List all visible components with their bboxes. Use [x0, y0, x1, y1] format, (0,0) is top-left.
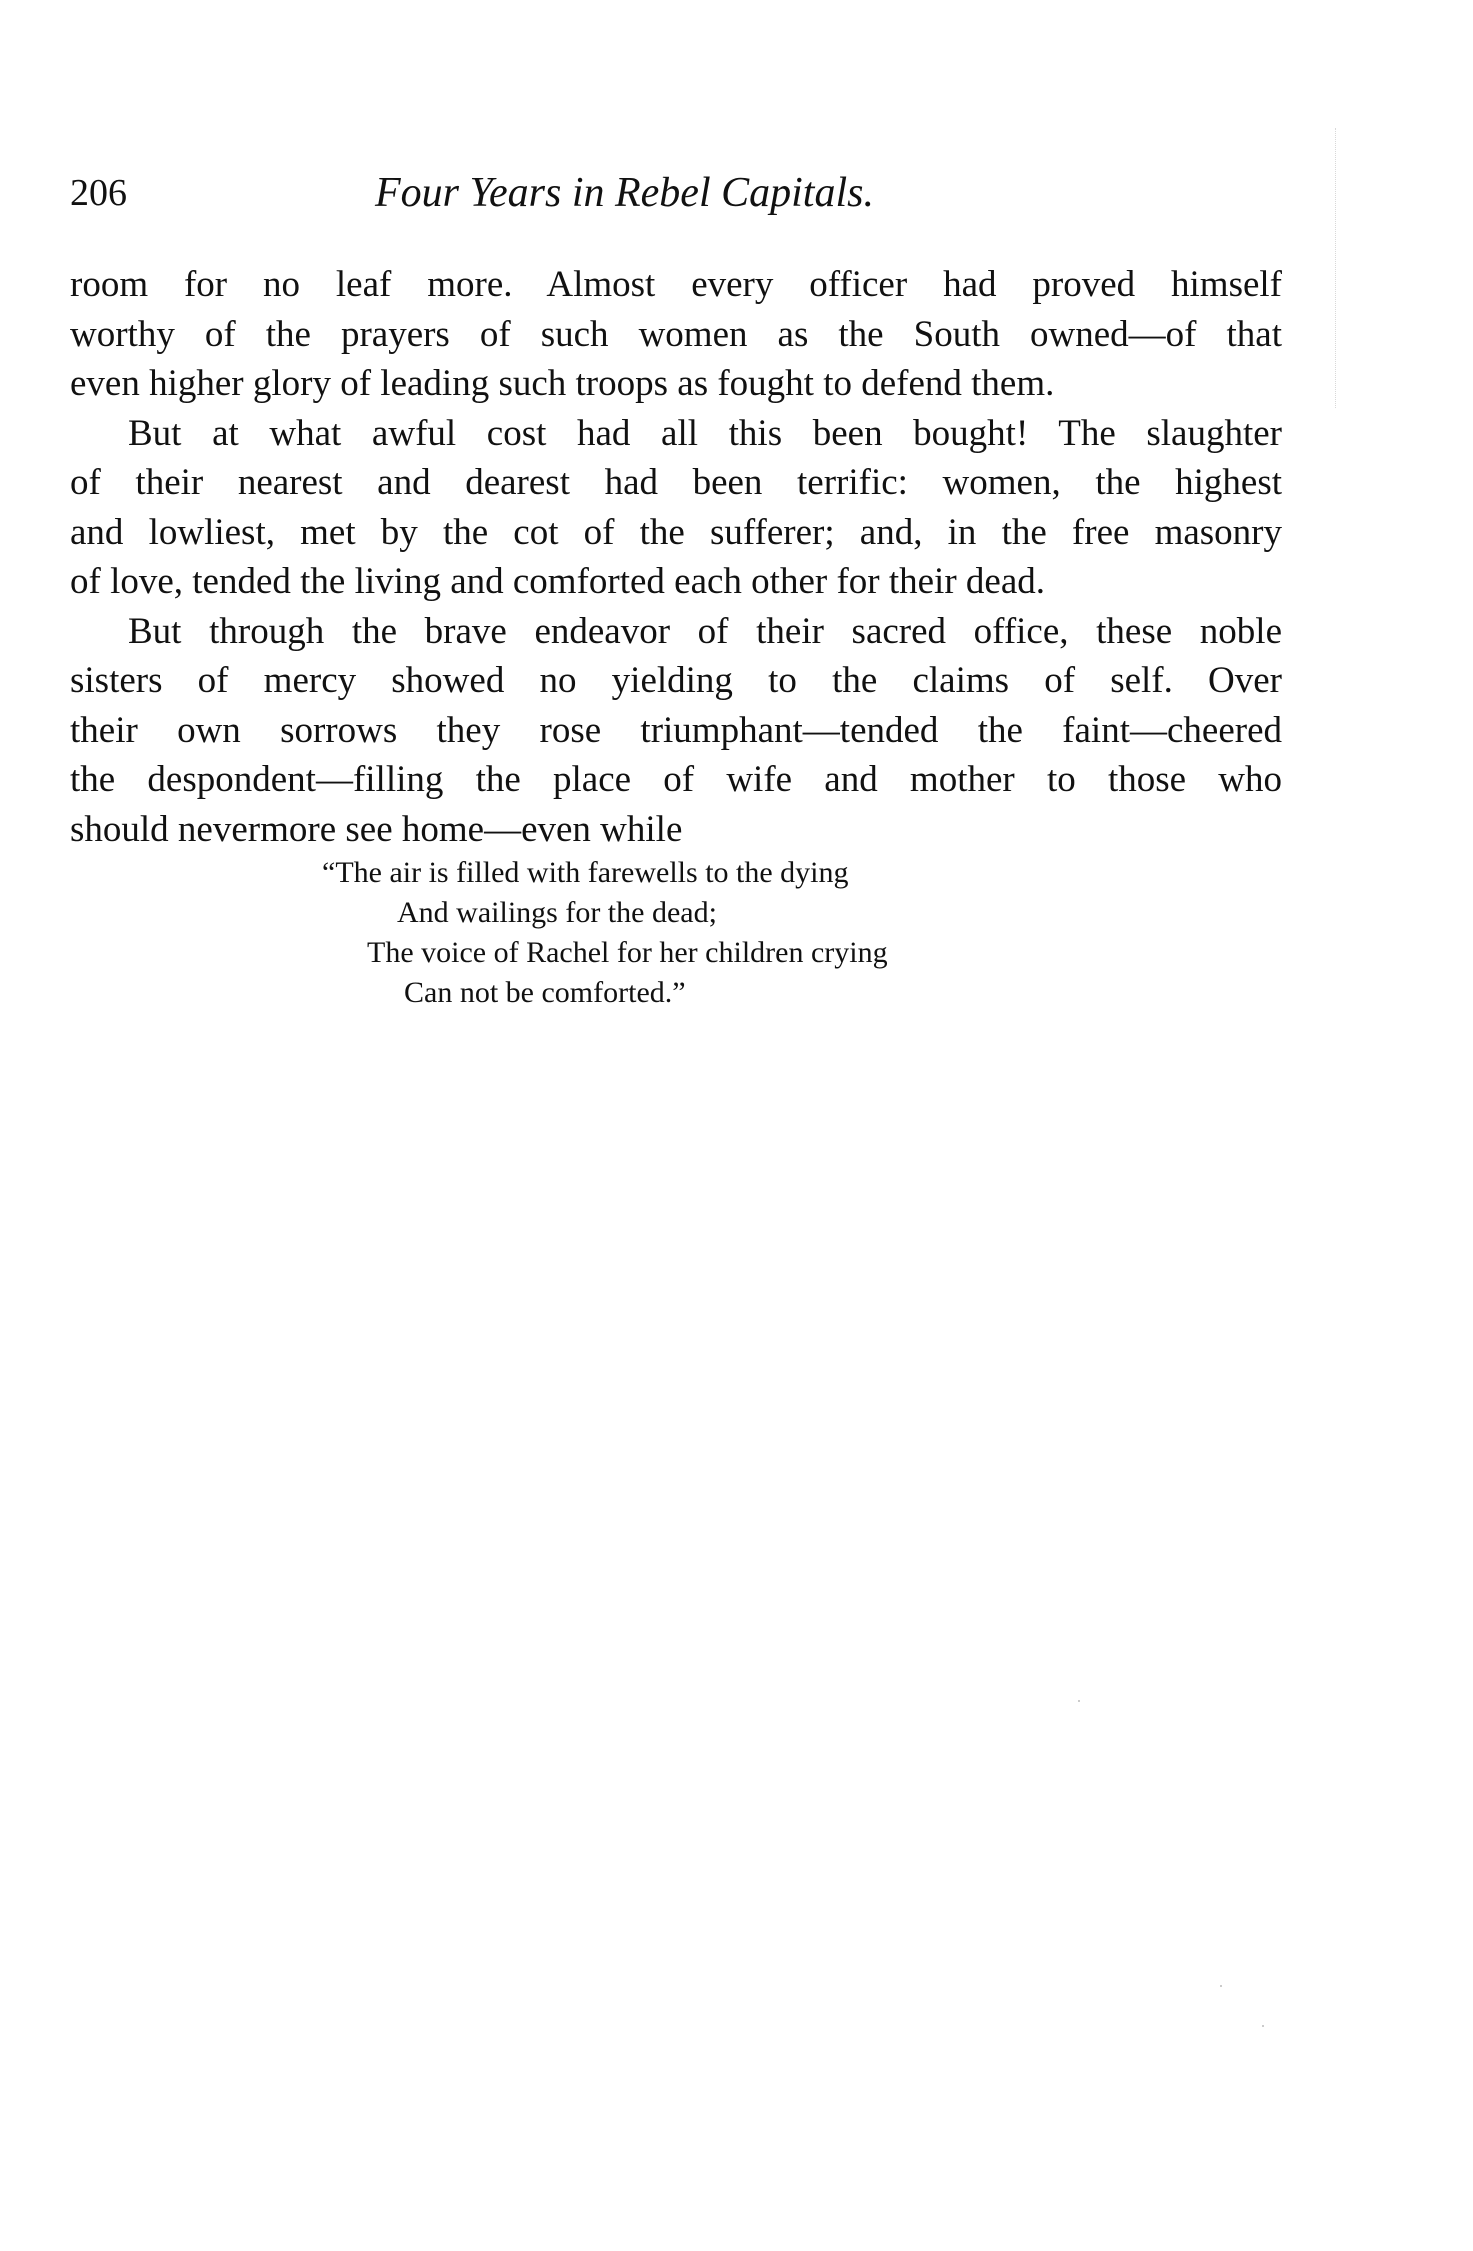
page-number: 206 — [70, 172, 127, 214]
text-line: sisters of mercy showed no yielding to the claims of self. Over — [70, 660, 1282, 701]
text-line: of love, tended the living and comforted each other for their dead. — [70, 561, 1045, 602]
text-line: the despondent—filling the place of wife and mother to those who — [70, 759, 1282, 800]
text-line: But at what awful cost had all this been bought! The slaughter — [128, 412, 1282, 454]
text-line: should nevermore see home—even while — [70, 808, 683, 850]
verse-line: The voice of Rachel for her children crying — [367, 936, 888, 969]
verse-line: Can not be comforted.” — [404, 976, 686, 1009]
text-line: of their nearest and dearest had been terrific: women, the highest — [70, 462, 1282, 503]
scan-speck — [1078, 1700, 1080, 1702]
running-head — [70, 168, 1280, 228]
running-title: Four Years in Rebel Capitals. — [375, 170, 874, 216]
body-text — [70, 260, 1282, 854]
verse-line: “The air is filled with farewells to the dying — [322, 856, 849, 889]
text-line: But through the brave endeavor of their sacred office, these noble — [128, 610, 1282, 652]
text-line: even higher glory of leading such troops as fought to defend them. — [70, 363, 1055, 404]
text-line: and lowliest, met by the cot of the sufferer; and, in the free masonry — [70, 511, 1282, 553]
scan-speck — [1262, 2025, 1264, 2027]
verse-line: And wailings for the dead; — [397, 896, 717, 929]
text-line: room for no leaf more. Almost every officer had proved himself — [70, 264, 1282, 305]
text-line: their own sorrows they rose triumphant—tended the faint—cheered — [70, 709, 1282, 751]
verse-quotation — [322, 853, 1082, 1013]
scan-speck — [1220, 1985, 1222, 1987]
text-line: worthy of the prayers of such women as the South owned—of that — [70, 313, 1282, 355]
margin-scan-artifact — [1335, 128, 1346, 408]
